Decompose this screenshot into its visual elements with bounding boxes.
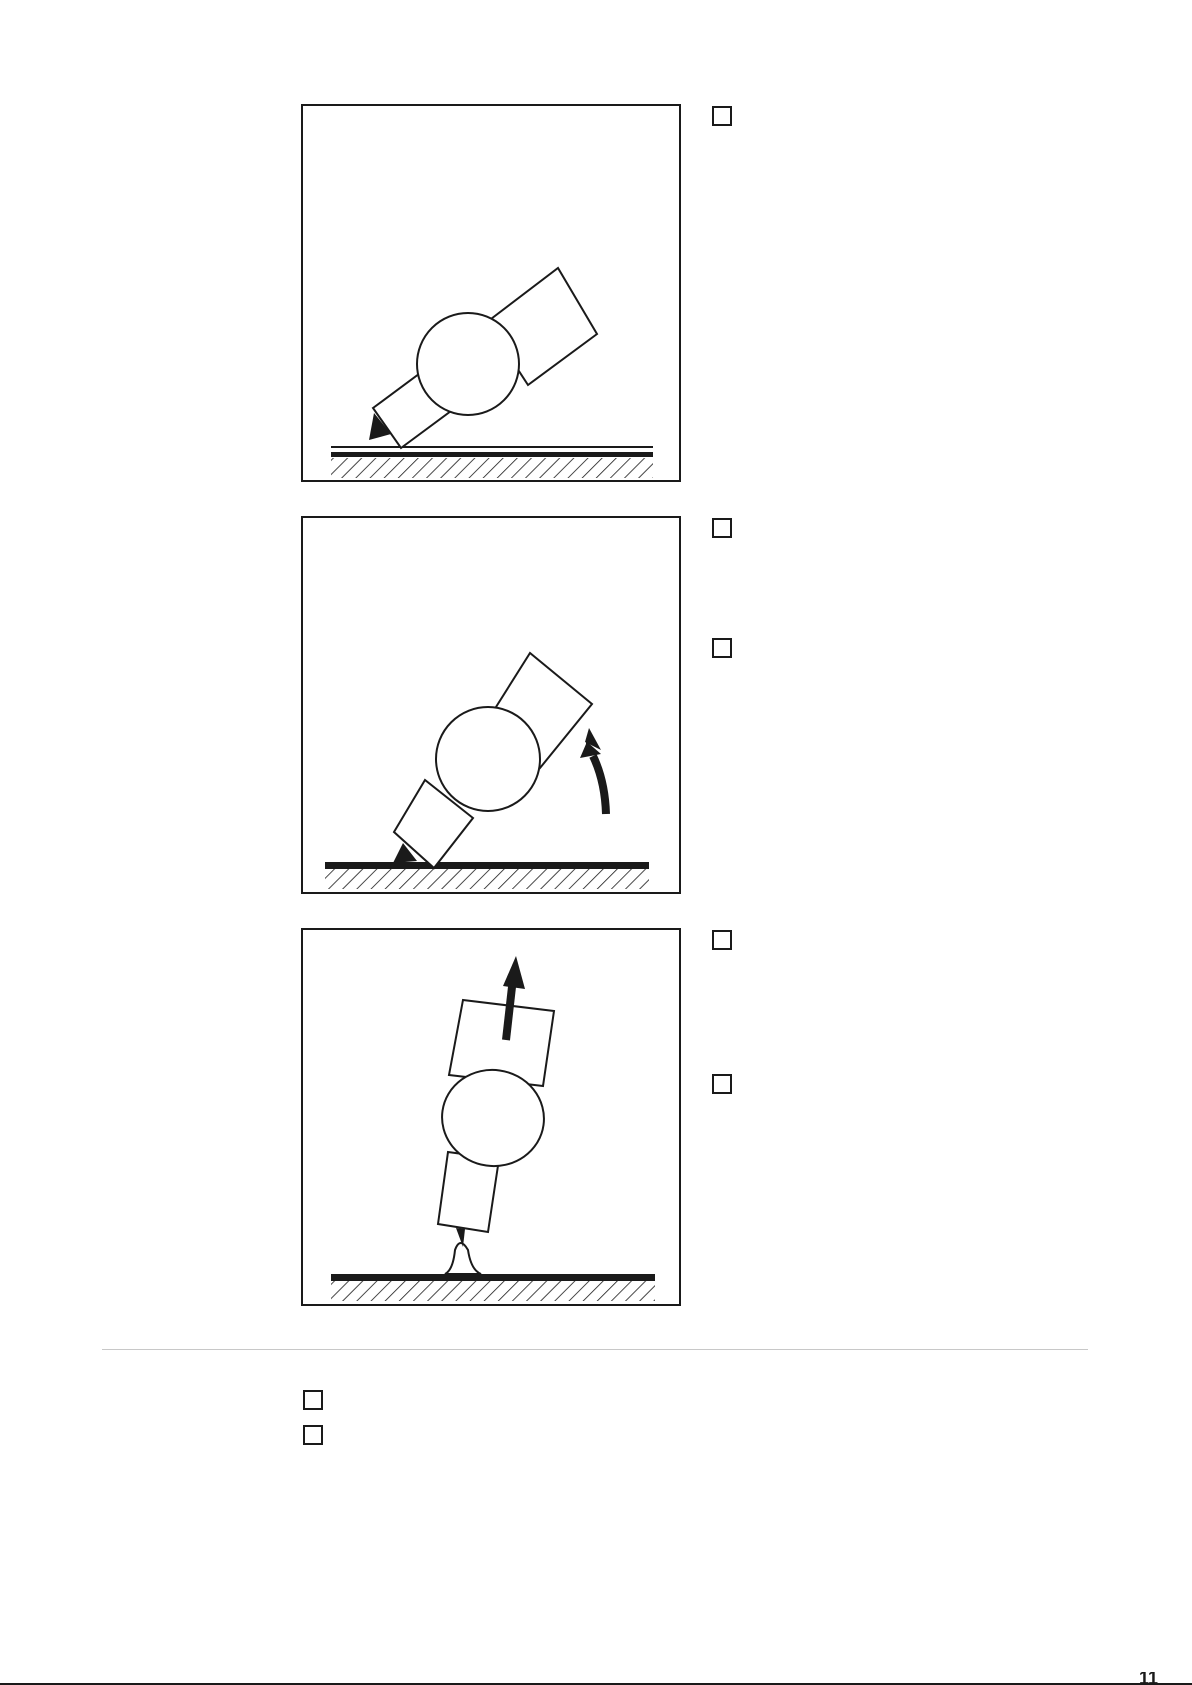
workpiece-plate [331, 458, 653, 478]
figure-torch-lifted [301, 928, 681, 1306]
torch-tilting-illustration [303, 518, 679, 892]
step-checkbox-2[interactable] [712, 518, 732, 538]
step-checkbox-5[interactable] [712, 1074, 732, 1094]
step-checkbox-1[interactable] [712, 106, 732, 126]
page-number: 11 [1138, 1672, 1158, 1683]
welding-torch [393, 653, 592, 868]
figure-torch-angled [301, 104, 681, 482]
welding-torch [369, 268, 597, 448]
bottom-checkbox-2[interactable] [303, 1425, 323, 1445]
torch-lifted-illustration [303, 930, 679, 1304]
step-checkbox-3[interactable] [712, 638, 732, 658]
bottom-checkbox-1[interactable] [303, 1390, 323, 1410]
figure-torch-tilting [301, 516, 681, 894]
workpiece-plate [325, 869, 649, 889]
welding-torch [436, 1000, 554, 1247]
section-divider [102, 1349, 1088, 1350]
workpiece-plate [331, 1281, 655, 1301]
curved-up-arrow-icon [580, 728, 606, 814]
step-checkbox-4[interactable] [712, 930, 732, 950]
weld-bead [445, 1243, 481, 1274]
torch-angled-illustration [303, 106, 679, 480]
